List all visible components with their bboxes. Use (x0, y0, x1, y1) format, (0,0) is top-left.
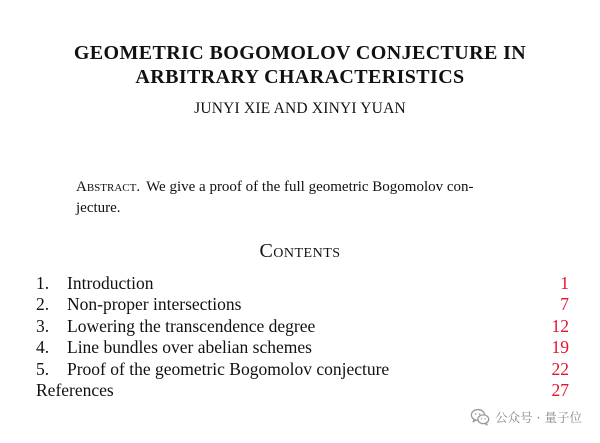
abstract-label: Abstract. (76, 179, 141, 195)
toc-page-link[interactable]: 19 (551, 337, 569, 358)
toc-entry[interactable] (36, 316, 569, 337)
toc-entry-references[interactable] (36, 380, 569, 401)
abstract-text: We give a proof of the full geometric Bogomolov con- (146, 179, 474, 195)
paper-title (0, 41, 600, 89)
contents-heading: Contents (259, 240, 341, 262)
watermark (470, 408, 582, 426)
toc-section-title: Lowering the transcendence degree (67, 315, 316, 336)
toc-section-number: 1. (36, 273, 50, 293)
toc-page-link[interactable]: 22 (551, 358, 569, 379)
toc-section-number: 5. (36, 358, 50, 379)
toc-section-title: References (36, 379, 114, 400)
title-line: ARBITRARY CHARACTERISTICS (135, 66, 465, 89)
toc-entry[interactable] (36, 294, 569, 315)
abstract (76, 177, 531, 219)
toc-section-number: 4. (36, 337, 50, 358)
title-line: GEOMETRIC BOGOMOLOV CONJECTURE IN (73, 42, 527, 65)
toc-section-title: Non-proper intersections (67, 294, 242, 315)
toc-section-number: 2. (36, 294, 50, 315)
wechat-icon (470, 408, 490, 426)
toc-page-link[interactable]: 7 (560, 294, 569, 315)
toc-section-title: Proof of the geometric Bogomolov conjecture (67, 358, 390, 379)
toc-entry[interactable] (36, 273, 569, 294)
abstract-line (76, 177, 531, 198)
toc-section-title: Line bundles over abelian schemes (67, 337, 312, 358)
toc-section-title: Introduction (67, 273, 154, 293)
toc-page-link[interactable]: 27 (551, 379, 569, 400)
author-line: JUNYI XIE AND XINYI YUAN (194, 100, 406, 117)
toc-entry[interactable] (36, 359, 569, 380)
abstract-line: jecture. (76, 200, 121, 216)
watermark-text: 公众号 · 量子位 (495, 410, 582, 425)
toc-page-link[interactable]: 1 (560, 273, 569, 293)
toc-section-number: 3. (36, 315, 50, 336)
toc-entry[interactable] (36, 337, 569, 358)
toc-page-link[interactable]: 12 (551, 315, 569, 336)
table-of-contents (36, 273, 569, 401)
